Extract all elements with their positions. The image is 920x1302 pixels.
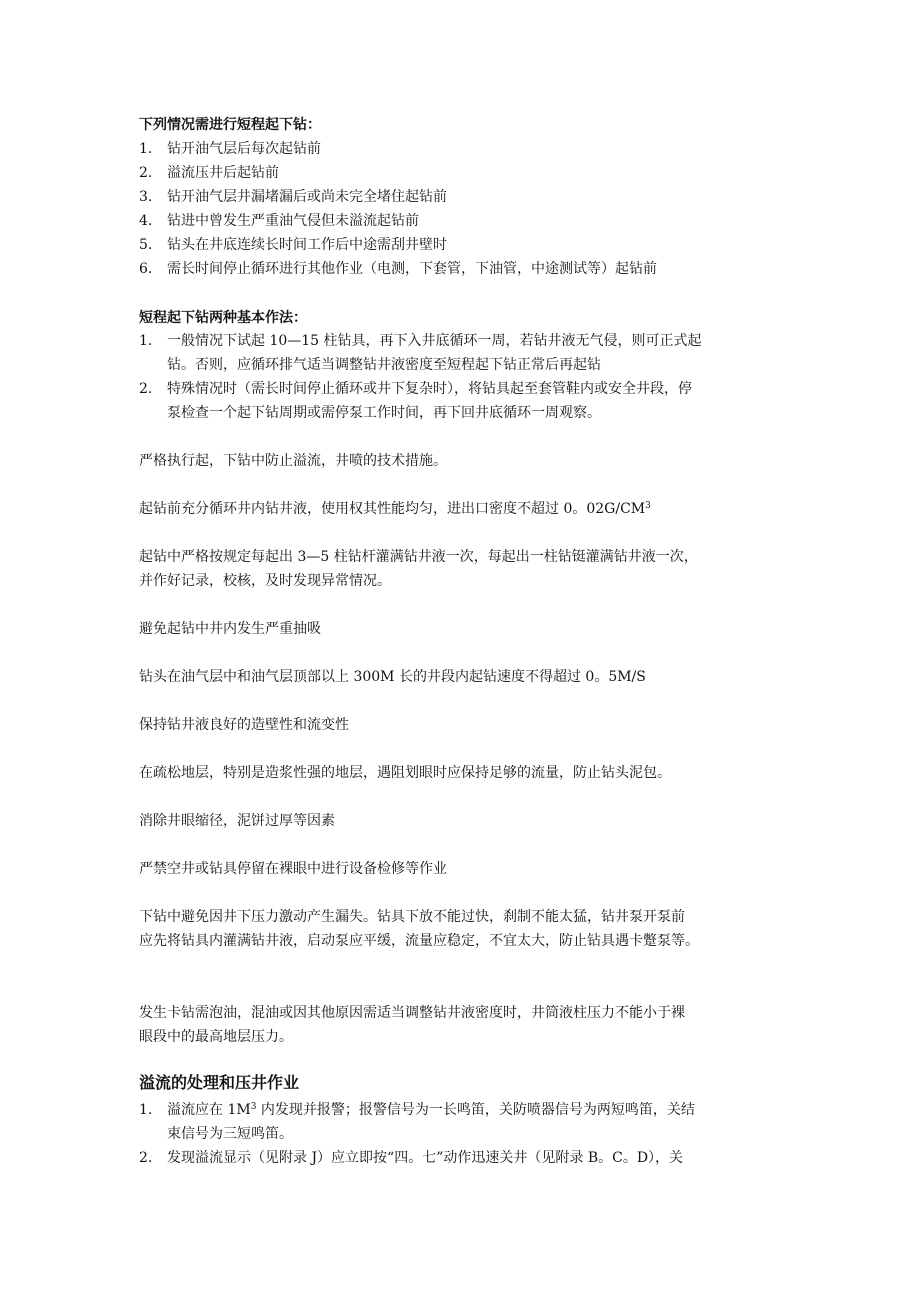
list-text: 溢流应在 1M (167, 1102, 251, 1118)
superscript: 3 (250, 1102, 257, 1112)
paragraph: 保持钻井液良好的造壁性和流变性 (139, 717, 349, 733)
paragraph: 避免起钻中井内发生严重抽吸 (139, 621, 321, 637)
list-item (139, 380, 789, 398)
list-item-continuation: 钻。否则，应循环排气适当调整钻井液密度至短程起下钻正常后再起钻 (167, 357, 601, 373)
paragraph: 钻头在油气层中和油气层顶部以上 300M 长的井段内起钻速度不得超过 0。5M/S (139, 669, 646, 685)
paragraph-text: 起钻前充分循环井内钻井液，使用权其性能均匀，进出口密度不超过 0。02G/CM (139, 501, 646, 517)
list-number: 1. (139, 1102, 153, 1118)
list-item (139, 260, 789, 278)
list-item (139, 1149, 789, 1167)
list-number: 4. (139, 213, 153, 229)
list-item (139, 236, 789, 254)
list-text: 钻开油气层后每次起钻前 (167, 141, 321, 157)
list-text: 内发现并报警；报警信号为一长鸣笛，关防喷器信号为两短鸣笛，关结 (256, 1102, 695, 1118)
list-number: 2. (139, 165, 153, 181)
paragraph: 起钻中严格按规定每起出 3—5 柱钻杆灌满钻井液一次，每起出一柱钻铤灌满钻井液一次， (139, 549, 698, 565)
list-number: 2. (139, 1150, 153, 1166)
list-item (139, 212, 789, 230)
paragraph: 下钻中避免因井下压力激动产生漏失。钻具下放不能过快，刹制不能太猛，钻井泵开泵前 (139, 909, 685, 925)
section1-heading: 下列情况需进行短程起下钻： (139, 117, 321, 133)
list-item (139, 332, 789, 350)
paragraph-continuation: 眼段中的最高地层压力。 (139, 1029, 293, 1045)
list-text: 钻进中曾发生严重油气侵但未溢流起钻前 (167, 213, 419, 229)
section3-heading: 溢流的处理和压井作业 (139, 1073, 300, 1092)
paragraph: 消除井眼缩径，泥饼过厚等因素 (139, 813, 335, 829)
paragraph (139, 500, 789, 518)
list-item (139, 1101, 789, 1119)
list-number: 1. (139, 141, 153, 157)
list-number: 5. (139, 237, 153, 253)
paragraph: 严禁空井或钻具停留在裸眼中进行设备检修等作业 (139, 861, 447, 877)
list-text: 一般情况下试起 10—15 柱钻具，再下入井底循环一周，若钻井液无气侵，则可正式起 (167, 333, 702, 349)
list-text: 需长时间停止循环进行其他作业（电测，下套管，下油管，中途测试等）起钻前 (167, 261, 657, 277)
list-text: 钻头在井底连续长时间工作后中途需刮井壁时 (167, 237, 447, 253)
list-item-continuation: 束信号为三短鸣笛。 (167, 1126, 293, 1142)
list-item-continuation: 泵检查一个起下钻周期或需停泵工作时间，再下回井底循环一周观察。 (167, 405, 601, 421)
list-number: 2. (139, 381, 153, 397)
list-number: 6. (139, 261, 153, 277)
list-item (139, 140, 789, 158)
list-item (139, 164, 789, 182)
paragraph-continuation: 并作好记录，校核，及时发现异常情况。 (139, 573, 391, 589)
list-text: 溢流压井后起钻前 (167, 165, 279, 181)
list-number: 3. (139, 189, 153, 205)
paragraph-continuation: 应先将钻具内灌满钻井液，启动泵应平缓，流量应稳定，不宜太大，防止钻具遇卡蹩泵等。 (139, 933, 699, 949)
list-text: 发现溢流显示（见附录 J）应立即按“四。七”动作迅速关井（见附录 B。C。D），关 (167, 1150, 684, 1166)
list-text: 特殊情况时（需长时间停止循环或井下复杂时），将钻具起至套管鞋内或安全井段，停 (167, 381, 692, 397)
section2-heading: 短程起下钻两种基本作法： (139, 310, 307, 326)
paragraph: 严格执行起，下钻中防止溢流，井喷的技术措施。 (139, 453, 447, 469)
list-number: 1. (139, 333, 153, 349)
paragraph: 在疏松地层，特别是造浆性强的地层，遇阻划眼时应保持足够的流量，防止钻头泥包。 (139, 765, 671, 781)
paragraph: 发生卡钻需泡油，混油或因其他原因需适当调整钻井液密度时，井筒液柱压力不能小于裸 (139, 1005, 685, 1021)
superscript: 3 (645, 501, 651, 511)
list-item (139, 188, 789, 206)
list-text: 钻开油气层井漏堵漏后或尚未完全堵住起钻前 (167, 189, 447, 205)
